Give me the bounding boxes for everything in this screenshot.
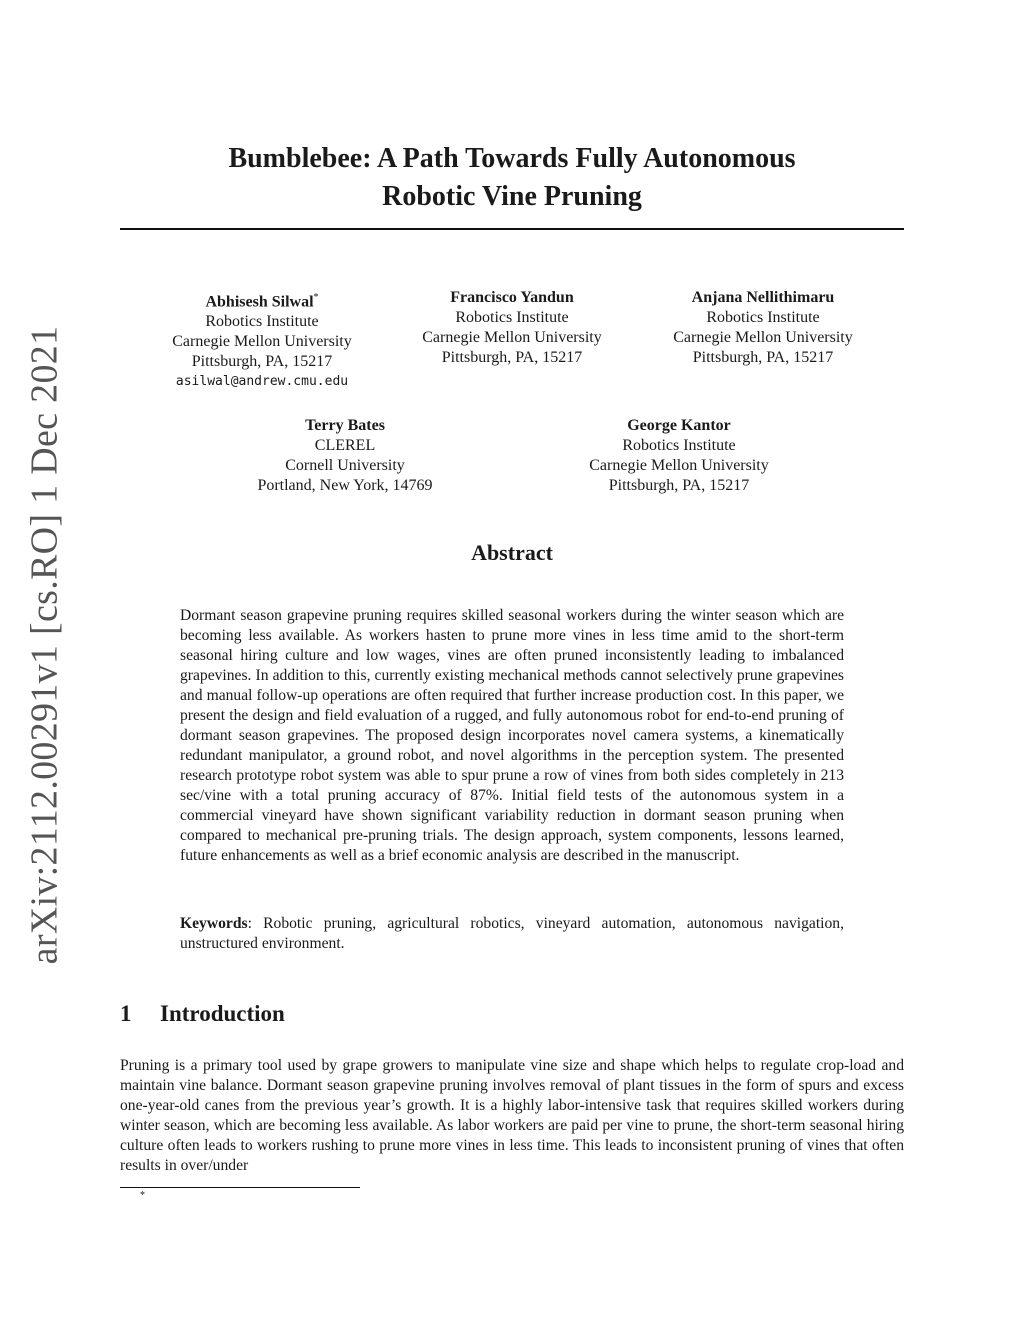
- arxiv-identifier: [23, 325, 66, 965]
- footnote-rule: [120, 1187, 360, 1188]
- section-title: Introduction: [160, 1001, 285, 1026]
- author-affiliation: Robotics Institute: [205, 313, 319, 331]
- author-name: Francisco Yandun: [450, 289, 574, 306]
- author-affiliation: CLEREL: [314, 437, 376, 454]
- author-address: Pittsburgh, PA, 15217: [692, 349, 834, 366]
- author-name: Abhisesh Silwal*: [205, 292, 319, 311]
- keywords-text: : Robotic pruning, agricultural robotics, vineyard automation, autonomous navigation, unstructured environment.: [180, 915, 844, 952]
- author-footnote-mark: *: [313, 292, 319, 303]
- title-line-2: Robotic Vine Pruning: [382, 181, 642, 212]
- author-affiliation: Robotics Institute: [455, 309, 569, 326]
- section-heading-introduction: [120, 1001, 285, 1027]
- footnote-mark: *: [140, 1190, 145, 1201]
- author-block-5: [559, 416, 799, 496]
- abstract-text: Dormant season grapevine pruning requires skilled seasonal workers during the winter season which are becoming less available. As workers hasten to prune more vines in less time amid to the short-term seasonal hiring culture and low wages, vines are often pruned inconsistently leading to imbalanced grapevines. In addition to this, currently existing mechanical methods cannot selectively prune grapevines and manual follow-up operations are often required that further increase production cost. In this paper, we present the design and field evaluation of a rugged, and fully autonomous robot for end-to-end pruning of dormant season grapevines. The proposed design incorporates novel camera systems, a kinematically redundant manipulator, a ground robot, and novel algorithms in the perception system. The presented research prototype robot system was able to spur prune a row of vines from both sides completely in 213 sec/vine with a total pruning accuracy of 87%. Initial field tests of the autonomous system in a commercial vineyard have shown significant variability reduction in dormant season pruning when compared to mechanical pre-pruning trials. The design approach, system components, lessons learned, future enhancements as well as a brief economic analysis are described in the manuscript.: [180, 607, 844, 864]
- author-block-2: [392, 288, 632, 368]
- author-address: Pittsburgh, PA, 15217: [608, 477, 750, 494]
- author-address: Portland, New York, 14769: [257, 477, 433, 494]
- abstract-heading: Abstract: [471, 540, 553, 565]
- author-affiliation: Robotics Institute: [622, 437, 736, 454]
- author-name: Anjana Nellithimaru: [691, 289, 835, 306]
- paper-title: [120, 140, 904, 216]
- author-block-4: [225, 416, 465, 496]
- introduction-paragraph: Pruning is a primary tool used by grape growers to manipulate vine size and shape which helps to regulate crop-load and maintain vine balance. Dormant season grapevine pruning involves removal of plant tissues in the form of spurs and excess one-year-old canes from the previous year’s growth. It is a highly labor-intensive task that requires skilled workers during winter season, which are becoming less available. As labor workers are paid per vine to prune, the short-term seasonal hiring culture often leads to workers rushing to prune more vines in less time. This leads to inconsistent pruning of vines that often results in over/under: [120, 1057, 904, 1174]
- keywords-label: Keywords: [180, 915, 248, 932]
- author-address: Pittsburgh, PA, 15217: [441, 349, 583, 366]
- keywords: [180, 914, 844, 954]
- author-address: Pittsburgh, PA, 15217: [191, 353, 333, 371]
- arxiv-identifier-text: arXiv:2112.00291v1 [cs.RO] 1 Dec 2021: [23, 325, 66, 965]
- author-organization: Carnegie Mellon University: [673, 329, 853, 346]
- author-name: George Kantor: [627, 417, 731, 434]
- section-number: 1: [120, 1001, 132, 1026]
- author-organization: Carnegie Mellon University: [589, 457, 769, 474]
- author-block-1: [142, 288, 382, 392]
- title-line-1: Bumblebee: A Path Towards Fully Autonomous: [228, 143, 796, 174]
- author-organization: Carnegie Mellon University: [172, 333, 352, 351]
- author-name: Terry Bates: [305, 417, 385, 434]
- author-organization: Cornell University: [285, 457, 405, 474]
- author-email[interactable]: asilwal@andrew.cmu.edu: [175, 374, 349, 390]
- author-organization: Carnegie Mellon University: [422, 329, 602, 346]
- author-block-3: [643, 288, 883, 368]
- author-affiliation: Robotics Institute: [706, 309, 820, 326]
- title-rule: [120, 228, 904, 230]
